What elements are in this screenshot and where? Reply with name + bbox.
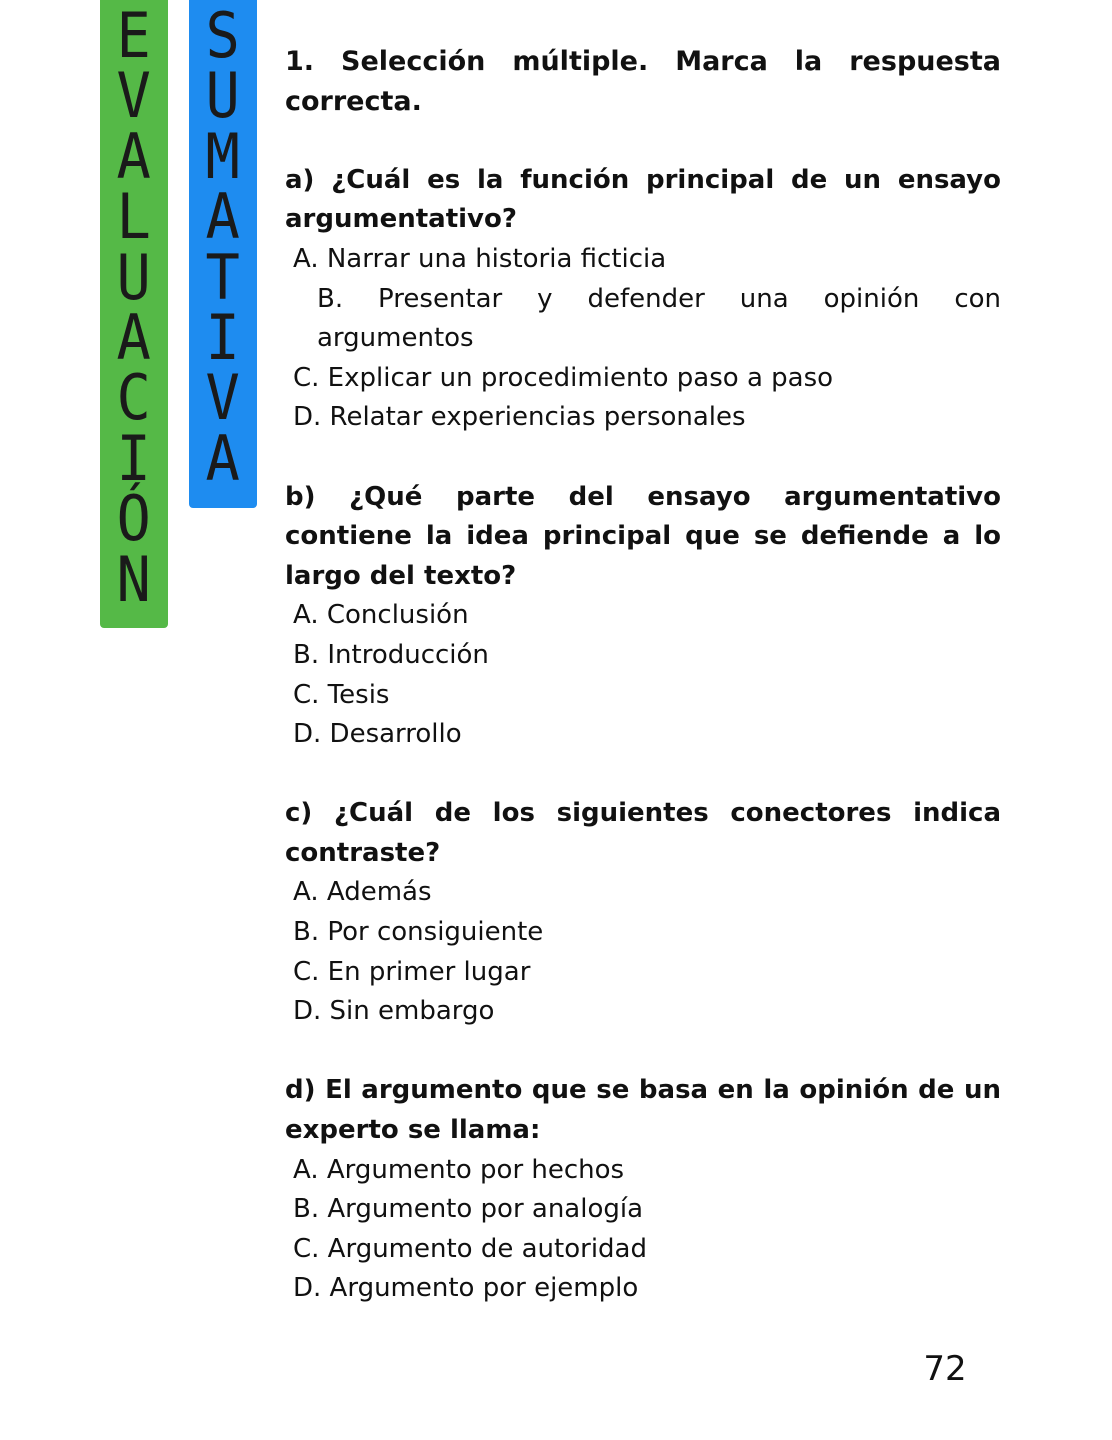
option-d: D. Relatar experiencias personales — [293, 402, 746, 433]
option-c: C. Explicar un procedimiento paso a paso — [293, 362, 834, 393]
option-b: B. Argumento por analogía — [293, 1194, 644, 1225]
question-a — [285, 161, 1001, 438]
banner-letter: V — [116, 59, 152, 133]
option-b: B. Por consiguiente — [293, 917, 544, 948]
banner-letter: A — [116, 301, 152, 375]
banner-letter: I — [116, 421, 152, 495]
banner-letter: Ó — [116, 482, 152, 556]
option-list — [285, 1151, 1001, 1309]
banner-letter: E — [116, 0, 152, 72]
option-b: B. Introducción — [293, 639, 489, 670]
question-title: d) El argumento que se basa en la opinión de un experto se llama: — [285, 1075, 1001, 1146]
banner-sumativa — [189, 0, 257, 508]
quiz-content — [285, 42, 1001, 1309]
option-a: A. Argumento por hechos — [293, 1154, 625, 1185]
banner-letter: A — [205, 180, 241, 254]
option-b: B. Presentar y defender una opinión con argumentos — [317, 283, 1001, 354]
banner-letter: M — [205, 119, 241, 193]
option-a: A. Además — [293, 877, 432, 908]
question-title: a) ¿Cuál es la función principal de un ensayo argumentativo? — [285, 164, 1001, 235]
option-a: A. Narrar una historia ficticia — [293, 243, 667, 274]
banner-letter: C — [116, 361, 152, 435]
option-list — [285, 596, 1001, 754]
option-a: A. Conclusión — [293, 600, 469, 631]
option-c: C. Argumento de autoridad — [293, 1233, 647, 1264]
option-d: D. Sin embargo — [293, 996, 495, 1027]
banner-letter: A — [205, 421, 241, 495]
question-b — [285, 478, 1001, 755]
option-c: C. En primer lugar — [293, 956, 531, 987]
banner-letter: T — [205, 240, 241, 314]
question-d — [285, 1071, 1001, 1309]
instruction-heading: 1. Selección múltiple. Marca la respuesta correcta. — [285, 46, 1001, 117]
banner-evaluacion — [100, 0, 168, 628]
option-c: C. Tesis — [293, 679, 390, 710]
option-d: D. Desarrollo — [293, 719, 462, 750]
banner-letter: U — [116, 240, 152, 314]
question-c — [285, 794, 1001, 1032]
banner-letter: V — [205, 361, 241, 435]
banner-letter: A — [116, 119, 152, 193]
option-d: D. Argumento por ejemplo — [293, 1273, 639, 1304]
banner-letter: I — [205, 301, 241, 375]
banner-letter: S — [205, 0, 241, 72]
question-title: c) ¿Cuál de los siguientes conectores indica contraste? — [285, 798, 1001, 868]
banner-letter: U — [205, 59, 241, 133]
page-number: 72 — [923, 1349, 967, 1389]
question-title: b) ¿Qué parte del ensayo argumentativo contiene la idea principal que se defiende a lo largo del texto? — [285, 481, 1001, 591]
option-list — [285, 873, 1001, 1031]
banner-letter: L — [116, 180, 152, 254]
banner-letter: N — [116, 542, 152, 616]
option-list — [285, 240, 1001, 438]
